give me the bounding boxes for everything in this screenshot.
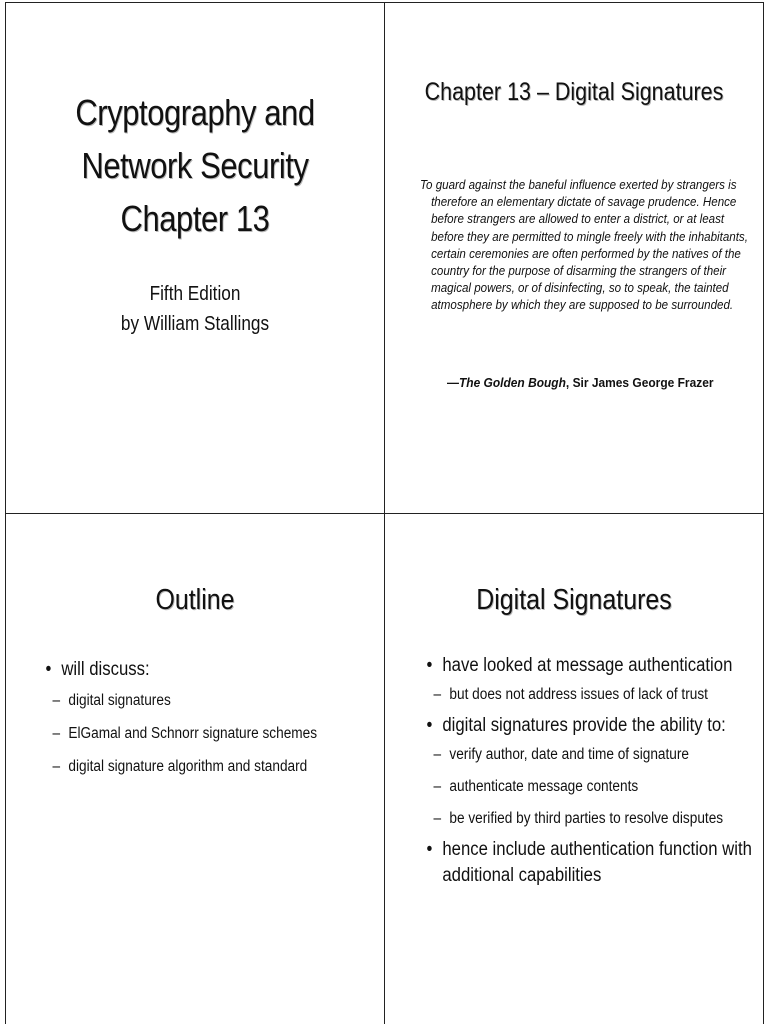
slide-heading: Outline <box>155 584 235 616</box>
quote-attribution <box>447 375 723 390</box>
presentation-subtitle <box>32 279 357 339</box>
slide-heading: Digital Signatures <box>476 584 672 616</box>
list-item: • digital signatures provide the ability to: <box>423 713 757 739</box>
bullet-list <box>423 653 757 889</box>
list-subitem: – ElGamal and Schnorr signature schemes <box>42 724 376 744</box>
attribution-book: The Golden Bough <box>458 375 566 390</box>
slide-outline <box>5 513 385 1024</box>
epigraph-quote: To guard against the baneful influence exerted by strangers is therefore an elementary dictate of savage prudence. Hence before strangers are allowed to enter a district, or at least before they are permitted to mingle freely with the inhabitants, certain ceremonies are often performed by the natives of the country for the purpose of disarming the strangers of their magical powers, or of disinfecting, so to speak, the tainted atmosphere by which they are supposed to be surrounded. <box>420 178 748 313</box>
slide-title <box>5 2 385 514</box>
author-text: by William Stallings <box>120 313 270 335</box>
list-item: • have looked at message authentication <box>423 653 757 679</box>
title-line-2: Network Security <box>81 145 309 186</box>
title-line-3: Chapter 13 <box>120 198 270 239</box>
edition-text: Fifth Edition <box>149 283 241 305</box>
slide-heading: Chapter 13 – Digital Signatures <box>424 78 724 106</box>
slide-digital-signatures <box>384 513 764 1024</box>
attribution-author: , Sir James George Frazer <box>565 375 714 390</box>
list-subitem: – but does not address issues of lack of trust <box>423 685 757 705</box>
bullet-list <box>42 657 376 777</box>
list-item: • hence include authentication function with additional capabilities <box>423 837 757 889</box>
list-subitem: – be verified by third parties to resolve disputes <box>423 809 757 829</box>
attribution-dash: — <box>447 375 459 390</box>
list-item: • will discuss: <box>42 657 376 683</box>
list-subitem: – verify author, date and time of signature <box>423 745 757 765</box>
list-subitem: – digital signature algorithm and standard <box>42 757 376 777</box>
presentation-title <box>32 86 357 245</box>
slide-quote <box>384 2 764 514</box>
list-subitem: – authenticate message contents <box>423 777 757 797</box>
list-subitem: – digital signatures <box>42 691 376 711</box>
title-line-1: Cryptography and <box>75 92 315 133</box>
